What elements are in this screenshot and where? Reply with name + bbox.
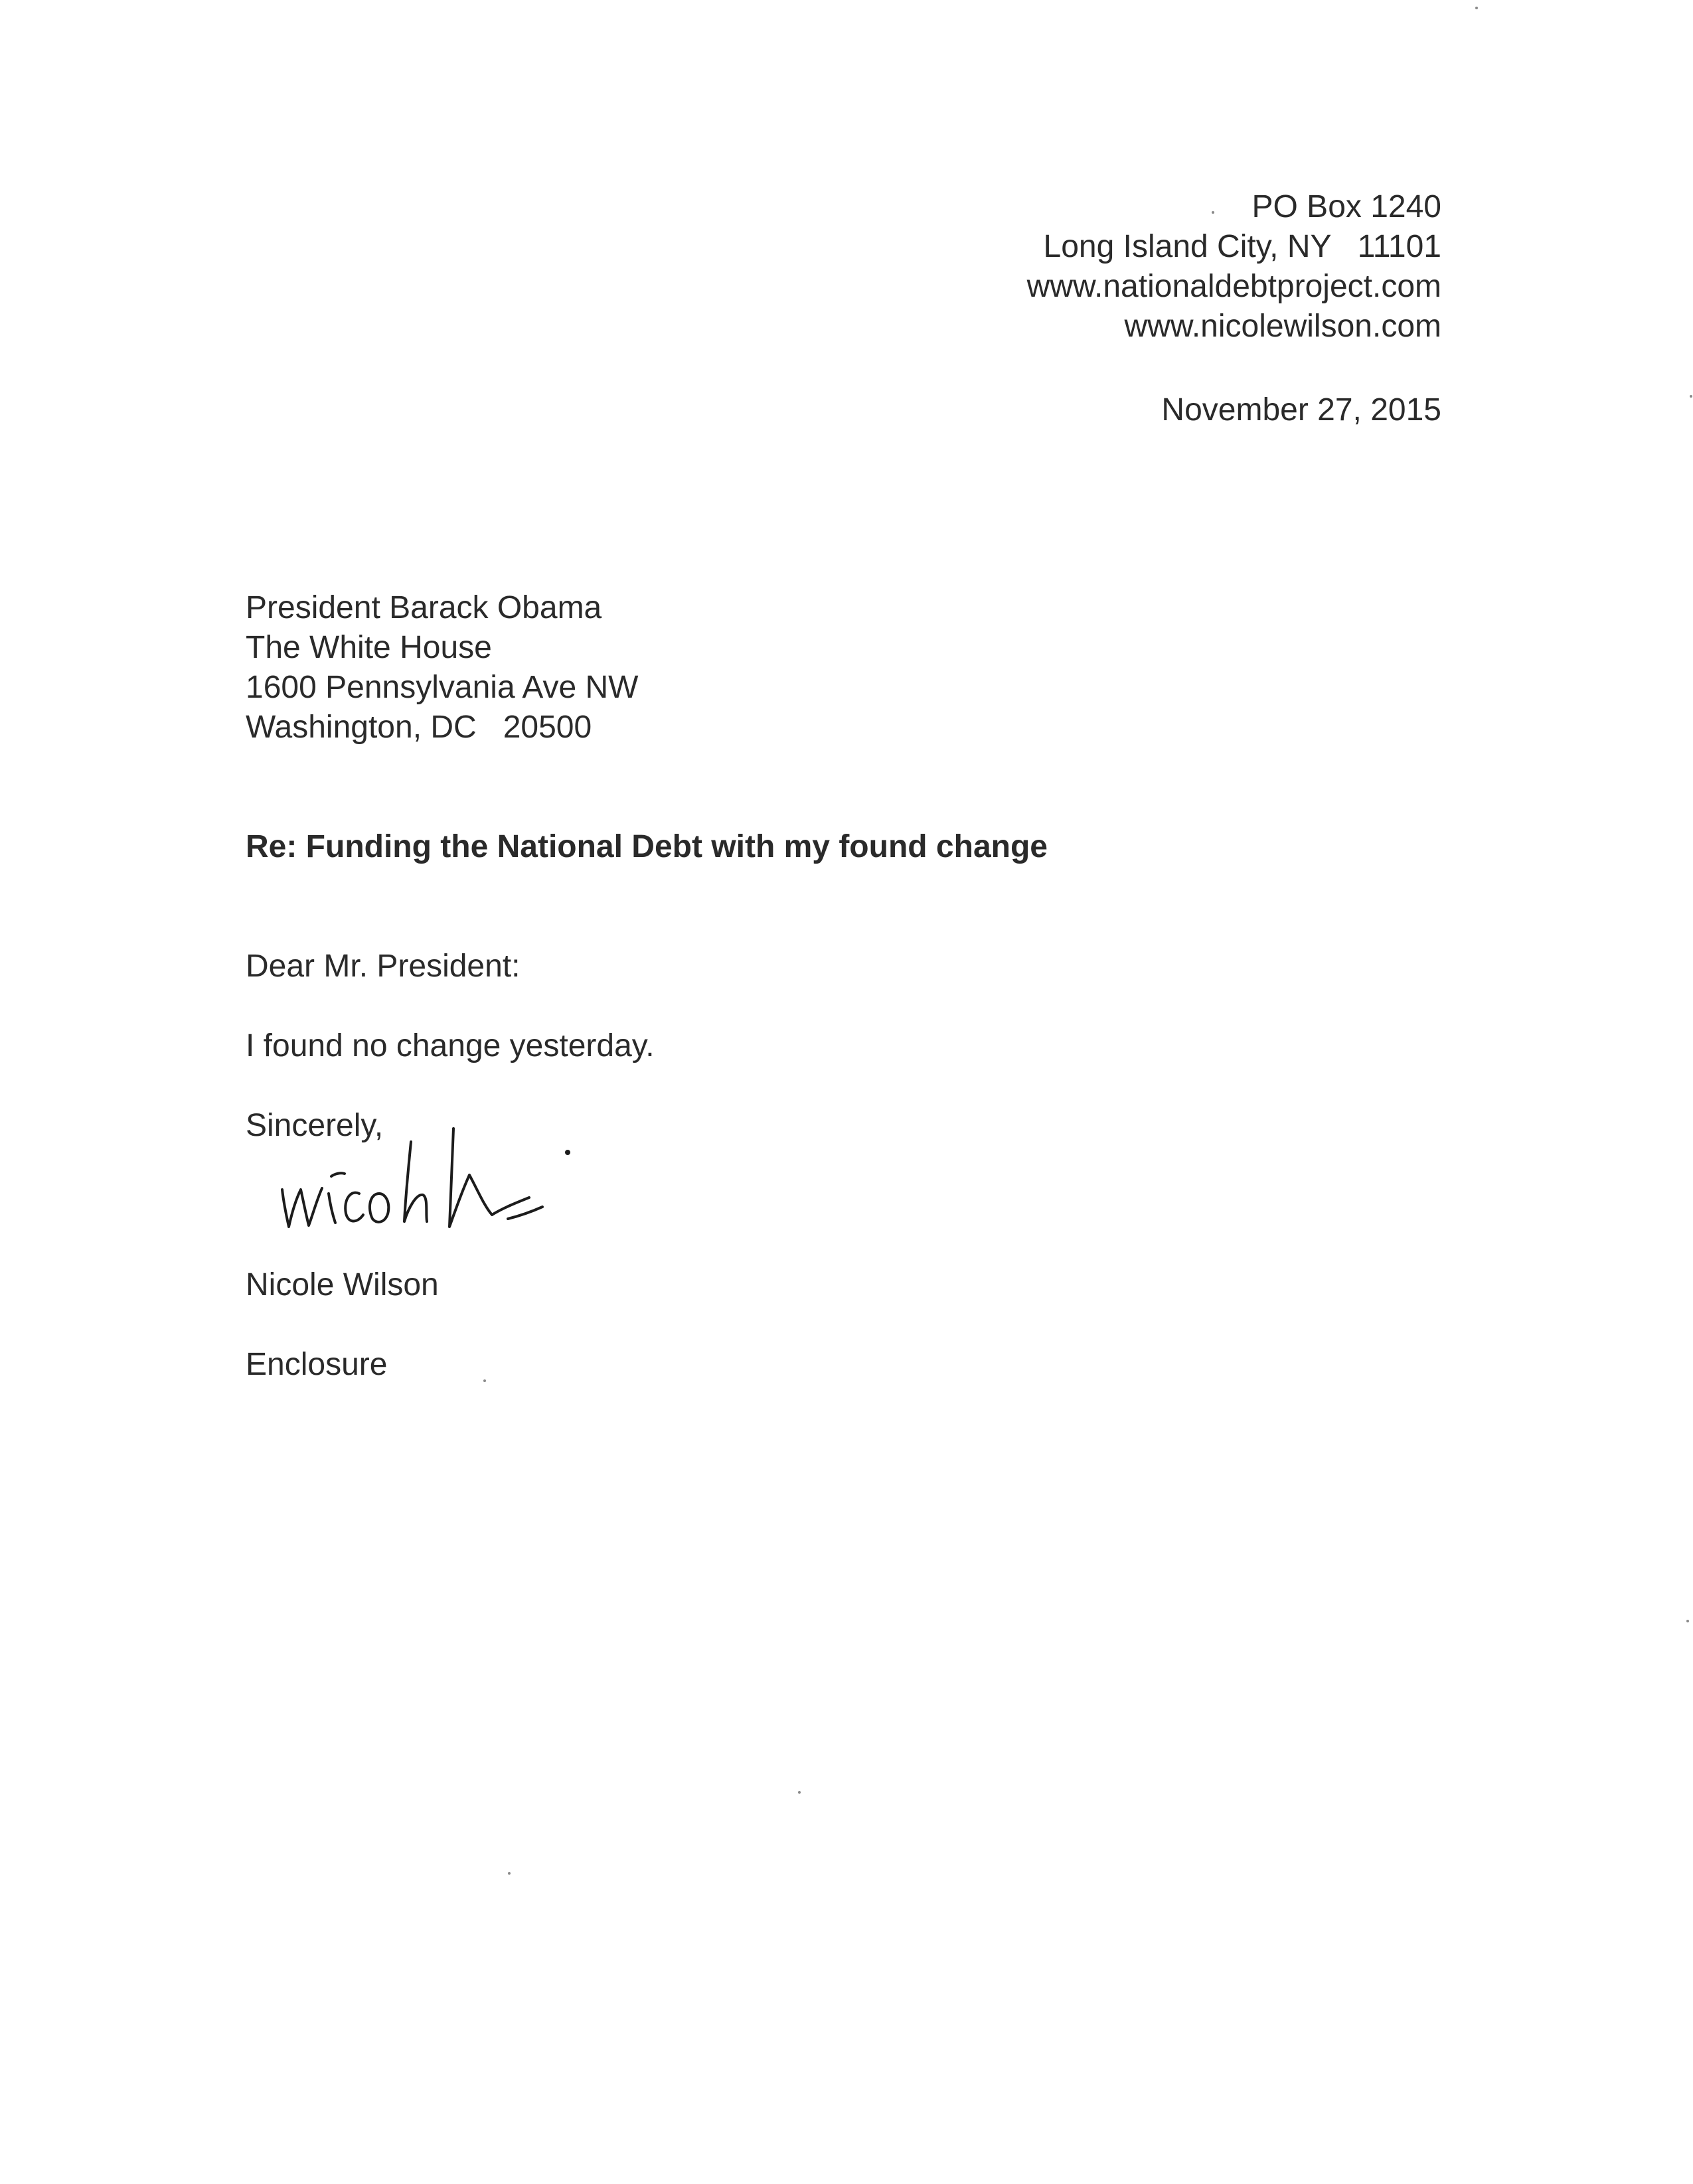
signer-name: Nicole Wilson: [246, 1267, 439, 1302]
sender-website-project: www.nationaldebtproject.com: [1026, 269, 1441, 304]
subject-line: Re: Funding the National Debt with my found change: [246, 829, 1048, 864]
salutation: Dear Mr. President:: [246, 949, 521, 984]
scan-speck: [1475, 7, 1478, 9]
recipient-city-state-zip: Washington, DC 20500: [246, 710, 592, 745]
scan-speck: [1212, 211, 1214, 214]
scan-speck: [508, 1872, 511, 1875]
letter-date: November 27, 2015: [1161, 392, 1441, 428]
recipient-name: President Barack Obama: [246, 590, 602, 625]
scan-speck: [1686, 1620, 1689, 1622]
closing: Sincerely,: [246, 1108, 384, 1143]
sender-website-personal: www.nicolewilson.com: [1124, 309, 1441, 344]
scan-speck: [798, 1791, 801, 1794]
enclosure-notation: Enclosure: [246, 1347, 388, 1382]
recipient-address-block: [246, 588, 638, 747]
sender-po-box: PO Box 1240: [1251, 189, 1441, 224]
sender-city-state-zip: Long Island City, NY 11101: [1043, 229, 1441, 264]
sender-address-block: [1027, 187, 1441, 347]
scan-speck: [483, 1379, 486, 1382]
handwritten-signature: [269, 1115, 601, 1248]
recipient-street: 1600 Pennsylvania Ave NW: [246, 670, 639, 705]
recipient-organization: The White House: [246, 630, 492, 665]
scan-speck: [1690, 395, 1692, 398]
letter-body: I found no change yesterday.: [246, 1028, 655, 1063]
